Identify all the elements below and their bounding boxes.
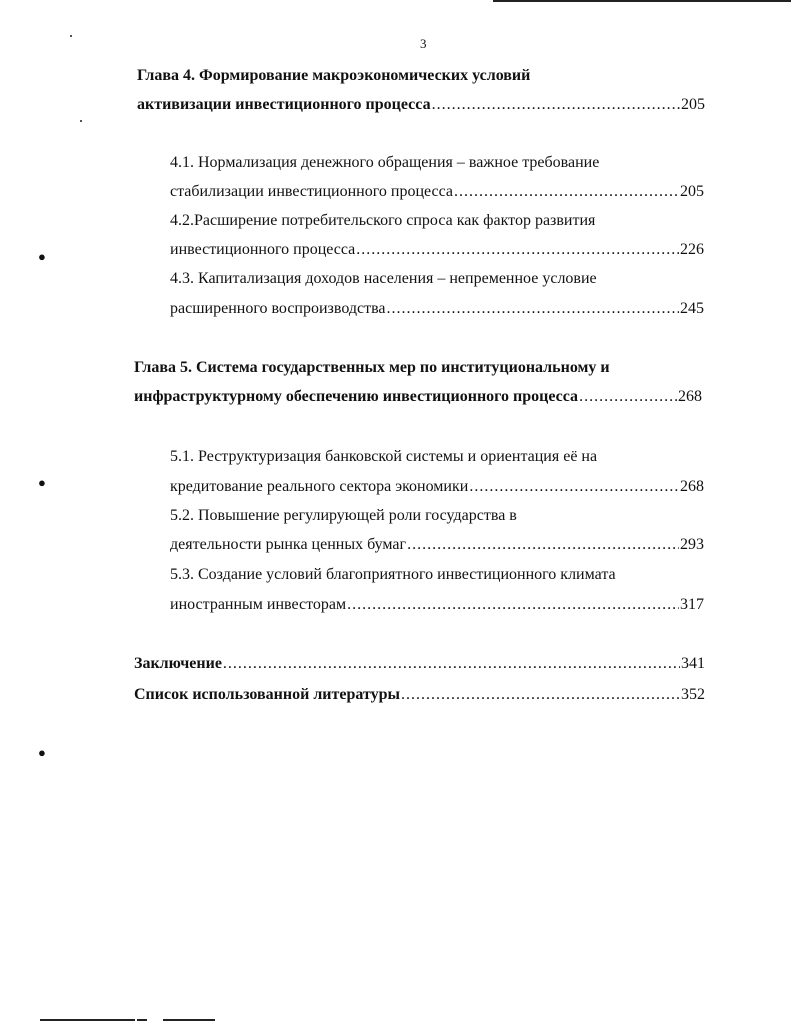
- toc-entry-section-5-1[interactable]: [170, 476, 704, 498]
- section-4-2-line1: 4.2.Расширение потребительского спроса как фактор развития: [170, 212, 596, 229]
- toc-entry-label: стабилизации инвестиционного процесса: [170, 183, 454, 200]
- toc-entry-label: активизации инвестиционного процесса: [137, 96, 431, 113]
- dot-leader: [401, 684, 680, 706]
- bottom-rule: [137, 1019, 147, 1021]
- dot-leader: [432, 94, 680, 116]
- dot-leader: [387, 298, 679, 320]
- scan-speck: [70, 35, 72, 37]
- toc-page-number: 205: [681, 96, 705, 113]
- dot-leader: [407, 534, 679, 556]
- toc-entry-label: деятельности рынка ценных бумаг: [170, 536, 407, 553]
- toc-entry-bibliography[interactable]: [134, 684, 705, 706]
- dot-leader: [469, 476, 679, 498]
- toc-entry-label: Заключение: [134, 655, 222, 672]
- binder-hole-icon: ●: [38, 475, 46, 490]
- toc-entry-section-4-2[interactable]: [170, 239, 704, 261]
- toc-page-number: 205: [680, 183, 704, 200]
- chapter-4-title-line1: Глава 4. Формирование макроэкономических условий: [137, 67, 531, 84]
- section-4-1-line1: 4.1. Нормализация денежного обращения – важное требование: [170, 154, 600, 171]
- toc-entry-section-5-3[interactable]: [170, 594, 704, 616]
- toc-page-number: 293: [680, 536, 704, 553]
- toc-entry-label: инвестиционного процесса: [170, 241, 356, 258]
- toc-page-number: 352: [681, 686, 705, 703]
- toc-page-number: 268: [680, 478, 704, 495]
- scan-speck: [80, 120, 82, 122]
- toc-page-number: 341: [681, 655, 705, 672]
- page-number: 3: [420, 36, 427, 51]
- section-5-3-line1: 5.3. Создание условий благоприятного инвестиционного климата: [170, 566, 616, 583]
- toc-page-number: 268: [678, 388, 702, 405]
- dot-leader: [454, 181, 679, 203]
- section-5-2-line1: 5.2. Повышение регулирующей роли государства в: [170, 507, 517, 524]
- toc-entry-label: инфраструктурному обеспечению инвестиционного процесса: [134, 388, 579, 405]
- toc-entry-label: Список использованной литературы: [134, 686, 400, 703]
- section-4-3-line1: 4.3. Капитализация доходов населения – непременное условие: [170, 270, 597, 287]
- section-5-1-line1: 5.1. Реструктуризация банковской системы и ориентация её на: [170, 448, 598, 465]
- toc-entry-label: кредитование реального сектора экономики: [170, 478, 469, 495]
- toc-entry-label: иностранным инвесторам: [170, 596, 347, 613]
- binder-hole-icon: ●: [38, 745, 46, 760]
- chapter-5-title-line1: Глава 5. Система государственных мер по институциональному и: [134, 359, 610, 376]
- bottom-rule: [40, 1019, 135, 1021]
- toc-page-number: 317: [680, 596, 704, 613]
- toc-entry-section-4-1[interactable]: [170, 181, 704, 203]
- toc-page-number: 226: [680, 241, 704, 258]
- bottom-rule: [163, 1019, 215, 1021]
- toc-entry-section-4-3[interactable]: [170, 298, 704, 320]
- dot-leader: [579, 386, 677, 408]
- dot-leader: [356, 239, 679, 261]
- toc-page-number: 245: [680, 300, 704, 317]
- toc-entry-conclusion[interactable]: [134, 653, 705, 675]
- dot-leader: [223, 653, 680, 675]
- toc-entry-chapter-4[interactable]: [137, 94, 705, 116]
- toc-entry-chapter-5[interactable]: [134, 386, 702, 408]
- binder-hole-icon: ●: [38, 249, 46, 264]
- toc-entry-label: расширенного воспроизводства: [170, 300, 386, 317]
- dot-leader: [347, 594, 679, 616]
- toc-entry-section-5-2[interactable]: [170, 534, 704, 556]
- top-rule: [493, 0, 791, 2]
